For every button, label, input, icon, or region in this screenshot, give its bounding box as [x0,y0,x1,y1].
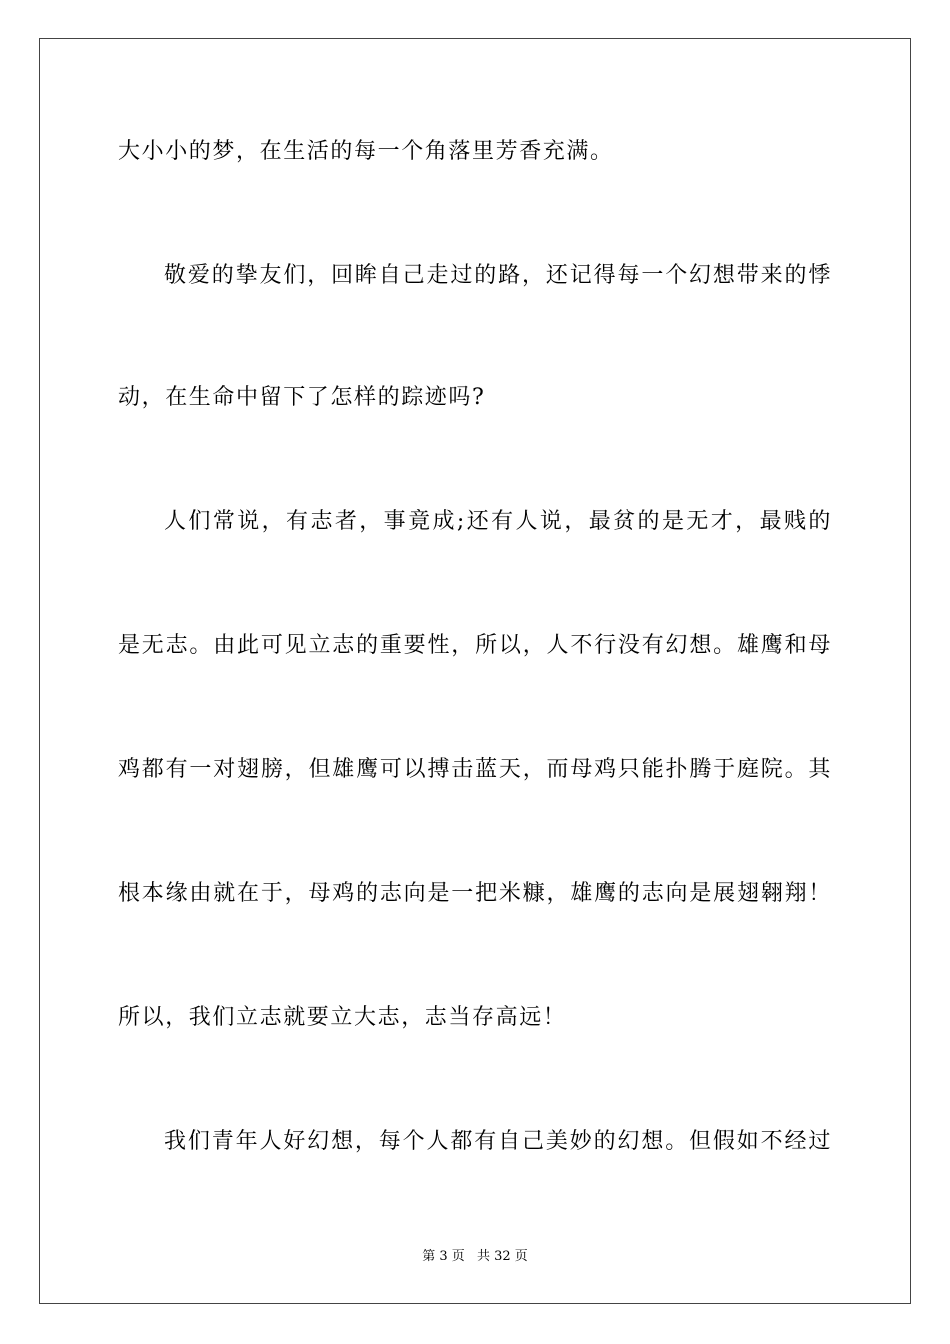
text-line-4: 人们常说，有志者，事竟成;还有人说，最贫的是无才，最贱的 [164,509,832,534]
text-line-9: 我们青年人好幻想，每个人都有自己美妙的幻想。但假如不经过 [164,1129,832,1154]
text-line-3: 动，在生命中留下了怎样的踪迹吗? [118,385,486,410]
page-total: 共 32 页 [476,1249,528,1264]
page-footer [0,1248,950,1266]
page-number: 第 3 页 [422,1249,465,1264]
text-line-6: 鸡都有一对翅膀，但雄鹰可以搏击蓝天，而母鸡只能扑腾于庭院。其 [118,757,832,782]
text-line-5: 是无志。由此可见立志的重要性，所以，人不行没有幻想。雄鹰和母 [118,633,832,658]
text-line-2: 敬爱的挚友们，回眸自己走过的路，还记得每一个幻想带来的悸 [164,263,832,288]
text-line-7: 根本缘由就在于，母鸡的志向是一把米糠，雄鹰的志向是展翅翱翔！ [118,881,832,906]
page-border [39,38,911,1304]
text-line-1: 大小小的梦，在生活的每一个角落里芳香充满。 [118,139,614,164]
text-line-8: 所以，我们立志就要立大志，志当存高远！ [118,1005,567,1030]
